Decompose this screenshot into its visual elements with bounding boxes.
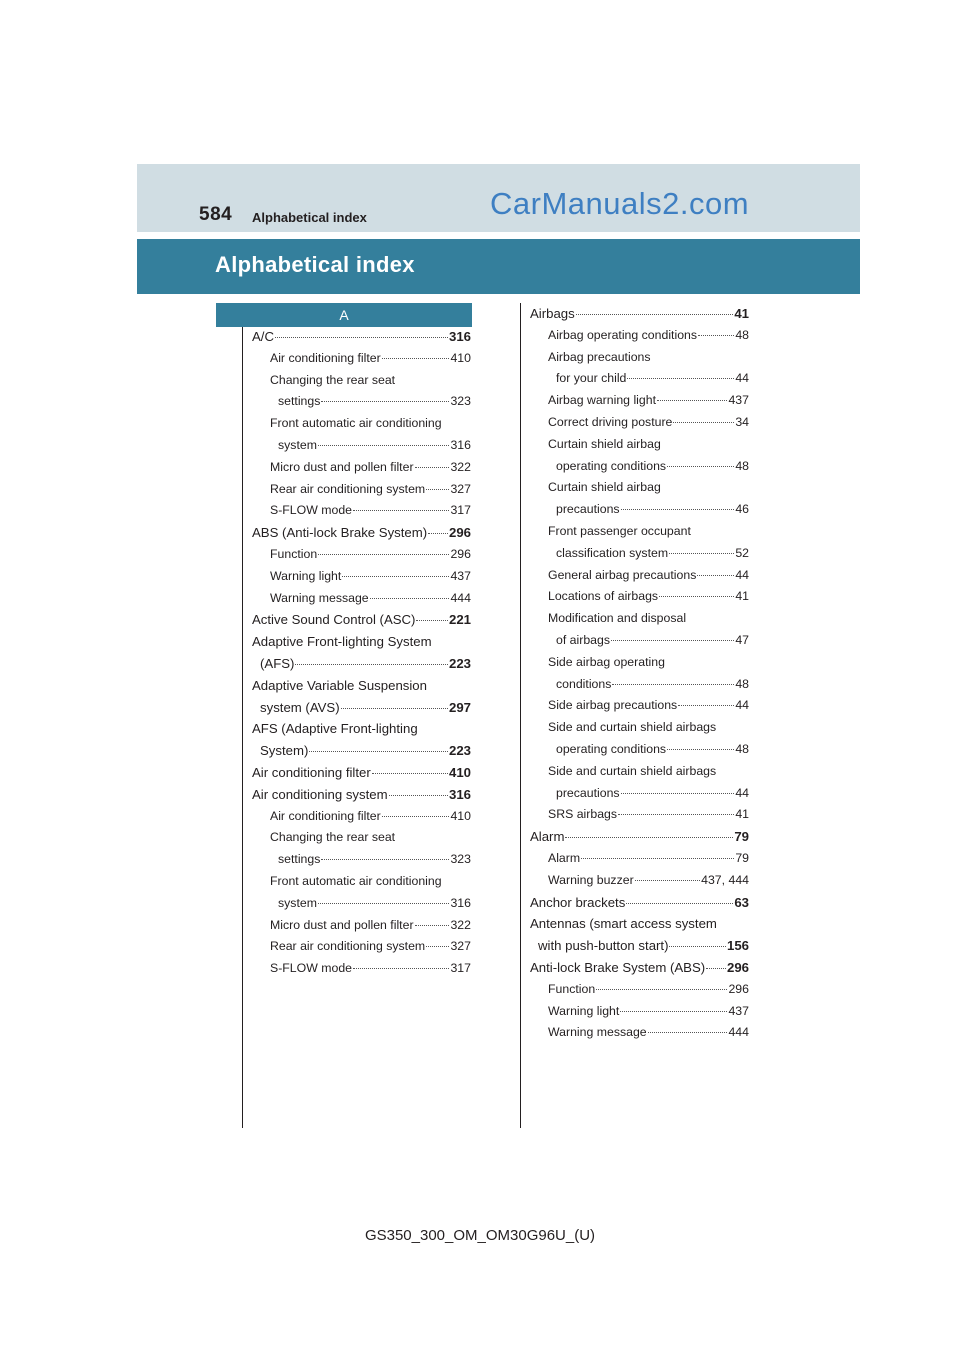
index-entry-page: 48 bbox=[735, 741, 749, 756]
index-entry-text: Changing the rear seat bbox=[270, 372, 396, 387]
index-entry bbox=[530, 502, 749, 524]
index-entry bbox=[252, 503, 471, 525]
dot-leader bbox=[612, 684, 734, 685]
dot-leader bbox=[621, 509, 735, 510]
index-entry-text: Anchor brackets bbox=[530, 894, 626, 910]
index-entry bbox=[530, 437, 749, 459]
dot-leader bbox=[415, 925, 450, 926]
index-entry bbox=[252, 591, 471, 613]
index-entry bbox=[530, 720, 749, 742]
index-entry-page: 444 bbox=[450, 590, 471, 605]
index-entry-text: Warning light bbox=[548, 1003, 620, 1018]
letter-heading bbox=[216, 303, 472, 327]
index-entry-text: Rear air conditioning system bbox=[270, 481, 426, 496]
index-entry-text: SRS airbags bbox=[548, 807, 618, 822]
index-entry bbox=[252, 787, 471, 809]
dot-leader bbox=[565, 837, 733, 838]
index-entry bbox=[252, 329, 471, 351]
index-entry-text: Airbag warning light bbox=[548, 393, 657, 408]
index-entry bbox=[530, 459, 749, 481]
index-entry bbox=[252, 874, 471, 896]
index-entry bbox=[252, 394, 471, 416]
dot-leader bbox=[309, 751, 448, 752]
dot-leader bbox=[353, 510, 449, 511]
index-entry bbox=[530, 546, 749, 568]
dot-leader bbox=[372, 773, 448, 774]
index-entry-page: 323 bbox=[450, 852, 471, 867]
dot-leader bbox=[321, 859, 449, 860]
right-column-rule bbox=[520, 303, 521, 1128]
index-entry bbox=[252, 700, 471, 722]
dot-leader bbox=[698, 335, 734, 336]
dot-leader bbox=[596, 989, 727, 990]
index-entry-text: Air conditioning system bbox=[252, 786, 388, 802]
dot-leader bbox=[428, 533, 448, 534]
index-entry-text: Front automatic air conditioning bbox=[270, 873, 442, 888]
index-entry-text: Changing the rear seat bbox=[270, 830, 396, 845]
index-entry bbox=[530, 786, 749, 808]
index-entry-text: precautions bbox=[556, 785, 620, 800]
footer-doc-code: GS350_300_OM_OM30G96U_(U) bbox=[364, 1227, 596, 1244]
index-entry bbox=[530, 764, 749, 786]
index-entry-page: 223 bbox=[448, 655, 471, 671]
index-entry-page: 437 bbox=[728, 1003, 749, 1018]
dot-leader bbox=[627, 378, 734, 379]
dot-leader bbox=[581, 858, 734, 859]
dot-leader bbox=[370, 598, 450, 599]
index-entry-text: Antennas (smart access system bbox=[530, 916, 717, 932]
index-entry bbox=[252, 373, 471, 395]
left-column-rule bbox=[242, 303, 243, 1128]
dot-leader bbox=[697, 575, 734, 576]
index-entry-page: 410 bbox=[448, 764, 471, 780]
index-entry-text: Air conditioning filter bbox=[270, 350, 381, 365]
index-entry bbox=[530, 306, 749, 328]
index-entry-page: 48 bbox=[735, 676, 749, 691]
index-entry-text: Adaptive Front-lighting System bbox=[252, 634, 432, 650]
dot-leader bbox=[673, 422, 734, 423]
letter-heading-text: A bbox=[339, 307, 349, 323]
index-entry bbox=[530, 611, 749, 633]
index-entry bbox=[530, 742, 749, 764]
index-entry-text: Warning message bbox=[548, 1025, 647, 1040]
index-entry-text: system bbox=[278, 437, 317, 452]
index-entry bbox=[252, 634, 471, 656]
index-entry bbox=[530, 807, 749, 829]
index-entry-text: Curtain shield airbag bbox=[548, 480, 661, 495]
index-entry-text: Micro dust and pollen filter bbox=[270, 459, 414, 474]
index-entry-page: 34 bbox=[735, 414, 749, 429]
index-entry-page: 79 bbox=[735, 850, 749, 865]
index-entry-page: 444 bbox=[728, 1025, 749, 1040]
index-entry-page: 44 bbox=[735, 567, 749, 582]
index-entry-page: 437, 444 bbox=[701, 872, 749, 887]
index-entry-text: Air conditioning filter bbox=[270, 808, 381, 823]
index-entry-page: 41 bbox=[735, 589, 749, 604]
index-entry bbox=[252, 612, 471, 634]
index-entry-text: Warning light bbox=[270, 568, 342, 583]
dot-leader bbox=[611, 640, 734, 641]
header-section-name: Alphabetical index bbox=[252, 210, 367, 225]
index-entry-text: System) bbox=[260, 743, 309, 759]
dot-leader bbox=[353, 968, 449, 969]
dot-leader bbox=[382, 358, 450, 359]
index-entry-page: 46 bbox=[735, 502, 749, 517]
dot-leader bbox=[295, 664, 448, 665]
dot-leader bbox=[318, 903, 450, 904]
index-entry-text: precautions bbox=[556, 502, 620, 517]
index-entry-text: General airbag precautions bbox=[548, 567, 697, 582]
dot-leader bbox=[426, 489, 449, 490]
dot-leader bbox=[382, 816, 450, 817]
dot-leader bbox=[342, 576, 449, 577]
index-entry bbox=[252, 809, 471, 831]
index-entry bbox=[530, 916, 749, 938]
dot-leader bbox=[635, 880, 700, 881]
dot-leader bbox=[678, 705, 734, 706]
index-entry bbox=[252, 896, 471, 918]
index-entry-text: Active Sound Control (ASC) bbox=[252, 612, 416, 628]
index-entry bbox=[252, 743, 471, 765]
index-entry-text: Function bbox=[548, 981, 596, 996]
index-entry-text: Airbag precautions bbox=[548, 349, 651, 364]
index-entry bbox=[530, 328, 749, 350]
index-entry-page: 44 bbox=[735, 371, 749, 386]
dot-leader bbox=[667, 466, 734, 467]
dot-leader bbox=[426, 946, 449, 947]
index-entry-text: Air conditioning filter bbox=[252, 764, 371, 780]
index-entry-text: system (AVS) bbox=[260, 699, 340, 715]
dot-leader bbox=[576, 314, 734, 315]
index-entry-page: 327 bbox=[450, 481, 471, 496]
index-entry bbox=[530, 960, 749, 982]
index-entry-page: 221 bbox=[448, 612, 471, 628]
index-entry-page: 317 bbox=[450, 961, 471, 976]
index-entry bbox=[530, 589, 749, 611]
index-entry-page: 316 bbox=[450, 437, 471, 452]
index-entry-text: S-FLOW mode bbox=[270, 961, 352, 976]
dot-leader bbox=[659, 596, 734, 597]
index-entry-text: Airbag operating conditions bbox=[548, 327, 698, 342]
index-entry-page: 410 bbox=[450, 808, 471, 823]
index-entry-text: Warning buzzer bbox=[548, 872, 634, 887]
index-entry bbox=[530, 1004, 749, 1026]
index-entry bbox=[530, 698, 749, 720]
index-entry-text: Alarm bbox=[548, 850, 581, 865]
index-entry-text: Rear air conditioning system bbox=[270, 939, 426, 954]
index-entry-text: Alarm bbox=[530, 829, 565, 845]
index-entry-page: 47 bbox=[735, 632, 749, 647]
index-entry-page: 437 bbox=[728, 393, 749, 408]
index-entry-page: 317 bbox=[450, 503, 471, 518]
index-entry bbox=[252, 852, 471, 874]
index-entry-text: Warning message bbox=[270, 590, 369, 605]
index-entry-text: settings bbox=[278, 394, 321, 409]
dot-leader bbox=[669, 946, 726, 947]
index-entry-text: of airbags bbox=[556, 632, 611, 647]
index-entry-text: Function bbox=[270, 546, 318, 561]
dot-leader bbox=[275, 337, 448, 338]
title-bar bbox=[137, 239, 860, 294]
index-entry bbox=[252, 939, 471, 961]
dot-leader bbox=[321, 401, 449, 402]
index-entry-page: 156 bbox=[726, 938, 749, 954]
page-number: 584 bbox=[199, 204, 233, 225]
dot-leader bbox=[626, 903, 733, 904]
index-entry-page: 296 bbox=[450, 546, 471, 561]
index-entry-text: for your child bbox=[556, 371, 627, 386]
index-entry-page: 296 bbox=[728, 981, 749, 996]
dot-leader bbox=[667, 749, 734, 750]
index-entry-page: 41 bbox=[735, 807, 749, 822]
index-entry-text: Curtain shield airbag bbox=[548, 436, 661, 451]
index-entry-text: Locations of airbags bbox=[548, 589, 659, 604]
index-entry-page: 327 bbox=[450, 939, 471, 954]
index-entry-page: 322 bbox=[450, 917, 471, 932]
index-entry-page: 323 bbox=[450, 394, 471, 409]
index-entry-text: Front automatic air conditioning bbox=[270, 416, 442, 431]
index-entry-text: operating conditions bbox=[556, 741, 667, 756]
index-entry bbox=[252, 961, 471, 983]
index-entry-page: 48 bbox=[735, 458, 749, 473]
index-entry bbox=[252, 482, 471, 504]
index-entry-page: 316 bbox=[448, 786, 471, 802]
dot-leader bbox=[618, 814, 734, 815]
index-entry bbox=[530, 524, 749, 546]
index-column-left bbox=[252, 329, 471, 983]
index-entry-page: 316 bbox=[448, 329, 471, 344]
index-entry bbox=[252, 765, 471, 787]
index-entry-page: 63 bbox=[734, 894, 749, 910]
dot-leader bbox=[657, 400, 727, 401]
index-entry bbox=[530, 350, 749, 372]
index-entry-text: operating conditions bbox=[556, 458, 667, 473]
index-entry-page: 322 bbox=[450, 459, 471, 474]
index-entry-page: 296 bbox=[448, 525, 471, 541]
index-entry bbox=[530, 677, 749, 699]
dot-leader bbox=[389, 795, 448, 796]
dot-leader bbox=[415, 467, 450, 468]
index-entry bbox=[252, 416, 471, 438]
index-entry bbox=[530, 371, 749, 393]
index-entry bbox=[252, 721, 471, 743]
index-entry-page: 44 bbox=[735, 785, 749, 800]
index-entry-page: 48 bbox=[735, 327, 749, 342]
index-entry-page: 79 bbox=[734, 829, 749, 845]
page-title: Alphabetical index bbox=[215, 252, 415, 277]
index-entry bbox=[252, 918, 471, 940]
index-entry bbox=[252, 525, 471, 547]
index-entry-page: 41 bbox=[734, 306, 749, 321]
index-entry bbox=[530, 1025, 749, 1047]
index-entry-text: classification system bbox=[556, 545, 669, 560]
index-entry bbox=[530, 895, 749, 917]
dot-leader bbox=[416, 620, 448, 621]
index-entry-page: 297 bbox=[448, 699, 471, 715]
index-entry bbox=[252, 656, 471, 678]
dot-leader bbox=[318, 554, 449, 555]
index-entry bbox=[252, 569, 471, 591]
index-entry-text: Airbags bbox=[530, 306, 575, 321]
index-entry-text: (AFS) bbox=[260, 655, 295, 671]
dot-leader bbox=[669, 553, 734, 554]
index-entry-text: ABS (Anti-lock Brake System) bbox=[252, 525, 428, 541]
index-entry bbox=[530, 938, 749, 960]
index-entry-page: 316 bbox=[450, 895, 471, 910]
index-entry bbox=[530, 393, 749, 415]
index-entry bbox=[530, 982, 749, 1004]
index-entry-text: Side airbag precautions bbox=[548, 698, 678, 713]
index-column-right bbox=[530, 306, 749, 1047]
index-entry-text: Correct driving posture bbox=[548, 414, 673, 429]
index-entry-text: Anti-lock Brake System (ABS) bbox=[530, 959, 706, 975]
index-entry-text: Adaptive Variable Suspension bbox=[252, 677, 427, 693]
index-entry-text: Micro dust and pollen filter bbox=[270, 917, 414, 932]
index-entry bbox=[530, 873, 749, 895]
index-entry bbox=[530, 829, 749, 851]
dot-leader bbox=[341, 708, 448, 709]
index-entry-text: AFS (Adaptive Front-lighting bbox=[252, 721, 418, 737]
index-entry bbox=[252, 678, 471, 700]
index-entry-text: Side and curtain shield airbags bbox=[548, 763, 717, 778]
index-entry-page: 410 bbox=[450, 350, 471, 365]
index-entry-text: system bbox=[278, 895, 317, 910]
index-entry-text: with push-button start) bbox=[538, 938, 669, 954]
index-entry-text: Front passenger occupant bbox=[548, 523, 691, 538]
index-entry bbox=[252, 351, 471, 373]
index-entry-text: Modification and disposal bbox=[548, 611, 687, 626]
index-entry-text: A/C bbox=[252, 329, 274, 344]
index-entry bbox=[530, 633, 749, 655]
watermark: CarManuals2.com bbox=[490, 186, 750, 221]
index-entry-page: 437 bbox=[450, 568, 471, 583]
index-entry-page: 44 bbox=[735, 698, 749, 713]
index-entry-page: 296 bbox=[726, 959, 749, 975]
index-entry bbox=[252, 830, 471, 852]
index-entry-text: conditions bbox=[556, 676, 612, 691]
dot-leader bbox=[706, 968, 726, 969]
index-entry-text: S-FLOW mode bbox=[270, 503, 352, 518]
index-entry bbox=[530, 655, 749, 677]
index-entry bbox=[530, 851, 749, 873]
index-entry-text: settings bbox=[278, 852, 321, 867]
index-entry-text: Side and curtain shield airbags bbox=[548, 720, 717, 735]
index-entry-page: 223 bbox=[448, 743, 471, 759]
dot-leader bbox=[621, 793, 735, 794]
index-entry bbox=[252, 438, 471, 460]
index-entry bbox=[252, 460, 471, 482]
index-entry-page: 52 bbox=[735, 545, 749, 560]
dot-leader bbox=[318, 445, 450, 446]
index-entry bbox=[530, 568, 749, 590]
index-entry bbox=[530, 415, 749, 437]
index-entry bbox=[530, 480, 749, 502]
index-entry-text: Side airbag operating bbox=[548, 654, 665, 669]
dot-leader bbox=[648, 1032, 728, 1033]
index-entry bbox=[252, 547, 471, 569]
dot-leader bbox=[620, 1011, 727, 1012]
